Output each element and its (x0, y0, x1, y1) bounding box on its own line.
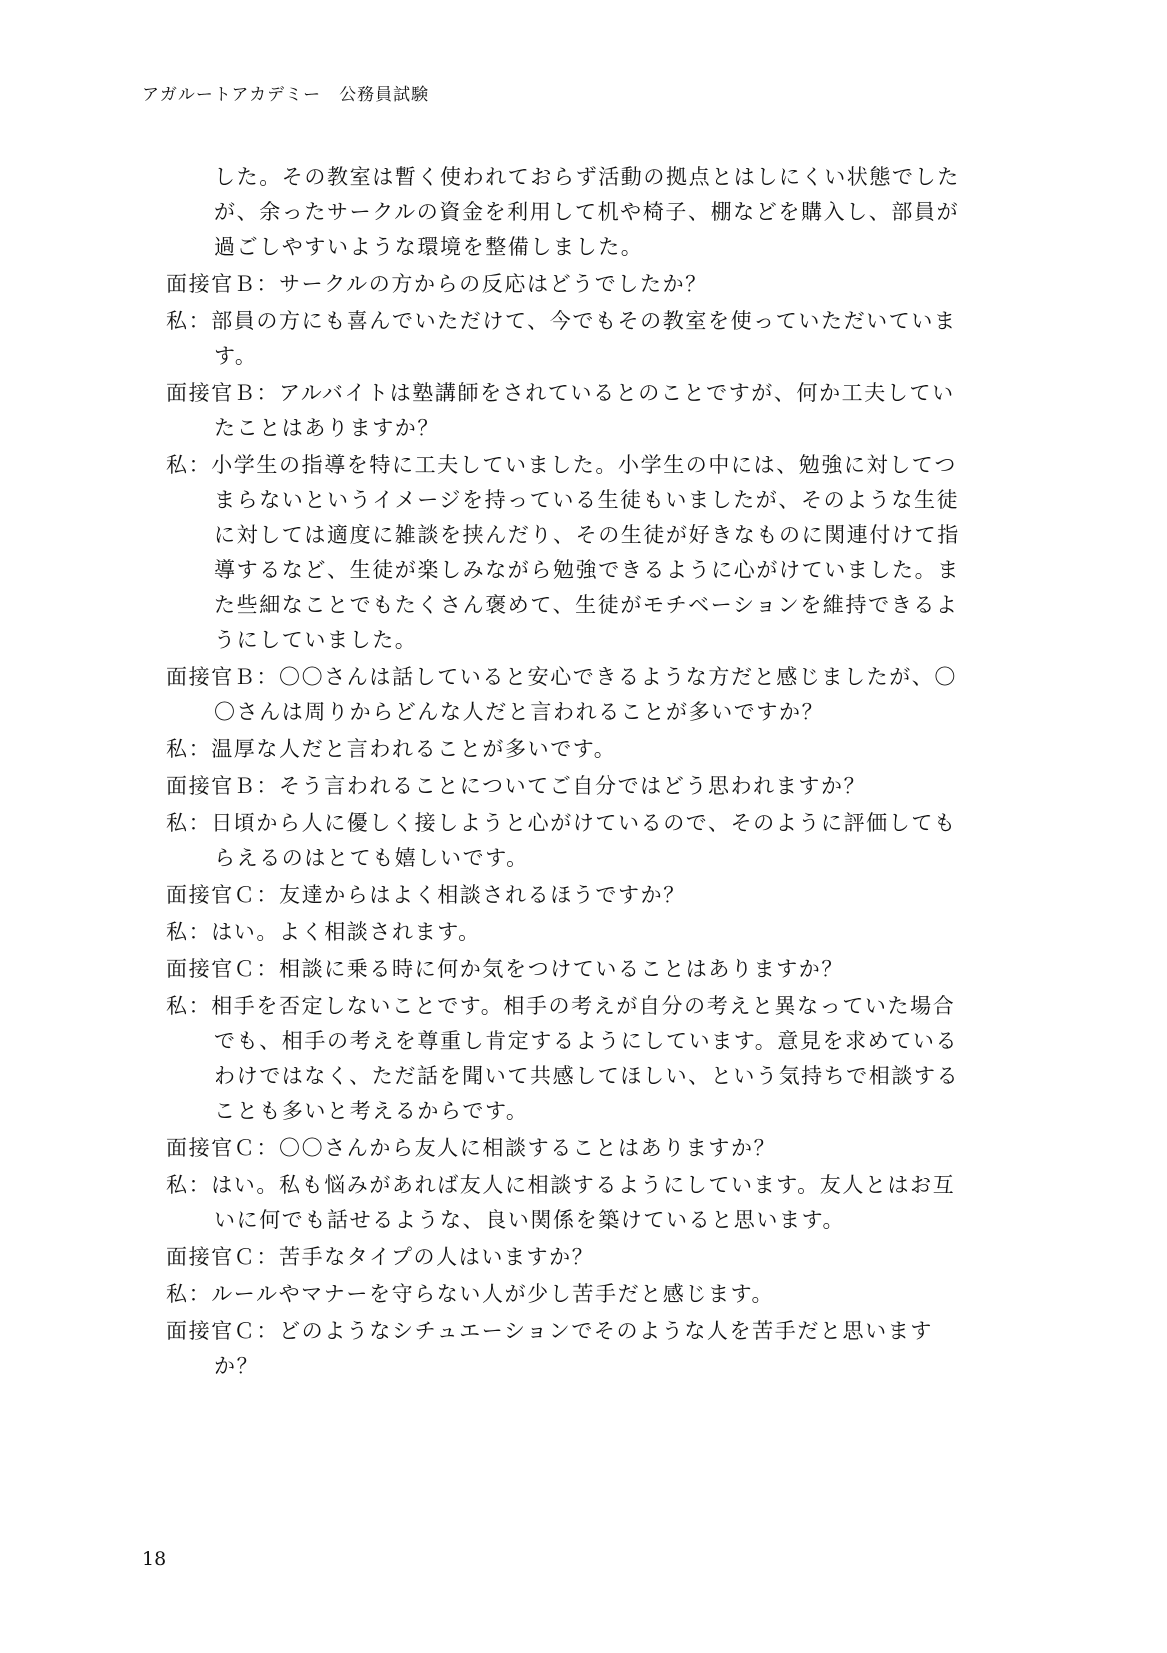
text-line: 私：温厚な人だと言われることが多いです。 (166, 737, 617, 761)
running-header: アガルートアカデミー 公務員試験 (142, 85, 430, 105)
dialogue-paragraph (166, 267, 996, 302)
dialogue-paragraph (166, 448, 996, 658)
text-line: 面接官Ｂ：そう言われることについてご自分ではどう思われますか？ (166, 774, 867, 798)
text-line: 私：はい。よく相談されます。 (166, 920, 481, 944)
dialogue-paragraph (166, 160, 996, 265)
dialogue-paragraph (166, 806, 996, 876)
dialogue-paragraph (166, 1277, 996, 1312)
text-line: 面接官Ｂ：〇〇さんは話していると安心できるような方だと感じましたが、〇 (166, 665, 957, 689)
dialogue-paragraph (166, 1314, 996, 1384)
text-line: 面接官Ｃ：友達からはよく相談されるほうですか？ (166, 883, 686, 907)
text-line: うにしていました。 (214, 628, 418, 652)
text-line: 私：部員の方にも喜んでいただけて、今でもその教室を使っていただいていま (166, 309, 957, 333)
text-line: 面接官Ｃ：苦手なタイプの人はいますか？ (166, 1245, 595, 1269)
text-line: 過ごしやすいような環境を整備しました。 (214, 235, 644, 259)
text-line: 私：小学生の指導を特に工夫していました。小学生の中には、勉強に対してつ (166, 453, 957, 477)
text-line: 面接官Ｃ：どのようなシチュエーションでそのような人を苦手だと思います (166, 1319, 933, 1343)
text-line: 面接官Ｂ：アルバイトは塾講師をされているとのことですが、何か工夫してい (166, 381, 955, 405)
dialogue-paragraph (166, 376, 996, 446)
dialogue-paragraph (166, 878, 996, 913)
text-line: らえるのはとても嬉しいです。 (214, 846, 529, 870)
text-line: たことはありますか？ (214, 416, 440, 440)
dialogue-paragraph (166, 989, 996, 1129)
dialogue-paragraph (166, 952, 996, 987)
text-line: に対しては適度に雑談を挟んだり、その生徒が好きなものに関連付けて指 (214, 523, 960, 547)
dialogue-paragraph (166, 304, 996, 374)
dialogue-paragraph (166, 1168, 996, 1238)
text-line: す。 (214, 344, 258, 368)
interview-transcript (166, 160, 996, 1386)
page-number: 18 (142, 1548, 167, 1570)
text-line: 面接官Ｃ：相談に乗る時に何か気をつけていることはありますか？ (166, 957, 844, 981)
text-line: 面接官Ｃ：〇〇さんから友人に相談することはありますか？ (166, 1136, 777, 1160)
dialogue-paragraph (166, 915, 996, 950)
text-line: わけではなく、ただ話を聞いて共感してほしい、という気持ちで相談する (214, 1064, 960, 1088)
text-line: 私：はい。私も悩みがあれば友人に相談するようにしています。友人とはお互 (166, 1173, 956, 1197)
dialogue-paragraph (166, 1131, 996, 1166)
text-line: 私：ルールやマナーを守らない人が少し苦手だと感じます。 (166, 1282, 775, 1306)
text-line: 〇さんは周りからどんな人だと言われることが多いですか？ (214, 700, 825, 724)
text-line: か？ (214, 1354, 260, 1378)
text-line: でも、相手の考えを尊重し肯定するようにしています。意見を求めている (214, 1029, 959, 1053)
text-line: が、余ったサークルの資金を利用して机や椅子、棚などを購入し、部員が (214, 200, 960, 224)
text-line: 面接官Ｂ：サークルの方からの反応はどうでしたか？ (166, 272, 708, 296)
text-line: いに何でも話せるような、良い関係を築けていると思います。 (214, 1208, 846, 1232)
text-line: 導するなど、生徒が楽しみながら勉強できるように心がけていました。ま (214, 558, 960, 582)
text-line: まらないというイメージを持っている生徒もいましたが、そのような生徒 (214, 488, 960, 512)
dialogue-paragraph (166, 1240, 996, 1275)
dialogue-paragraph (166, 660, 996, 730)
dialogue-paragraph (166, 732, 996, 767)
text-line: 私：日頃から人に優しく接しようと心がけているので、そのように評価しても (166, 811, 957, 835)
text-line: ことも多いと考えるからです。 (214, 1099, 529, 1123)
dialogue-paragraph (166, 769, 996, 804)
text-line: 私：相手を否定しないことです。相手の考えが自分の考えと異なっていた場合 (166, 994, 956, 1018)
text-line: した。その教室は暫く使われておらず活動の拠点とはしにくい状態でした (214, 165, 960, 189)
text-line: た些細なことでもたくさん褒めて、生徒がモチベーションを維持できるよ (214, 593, 959, 617)
